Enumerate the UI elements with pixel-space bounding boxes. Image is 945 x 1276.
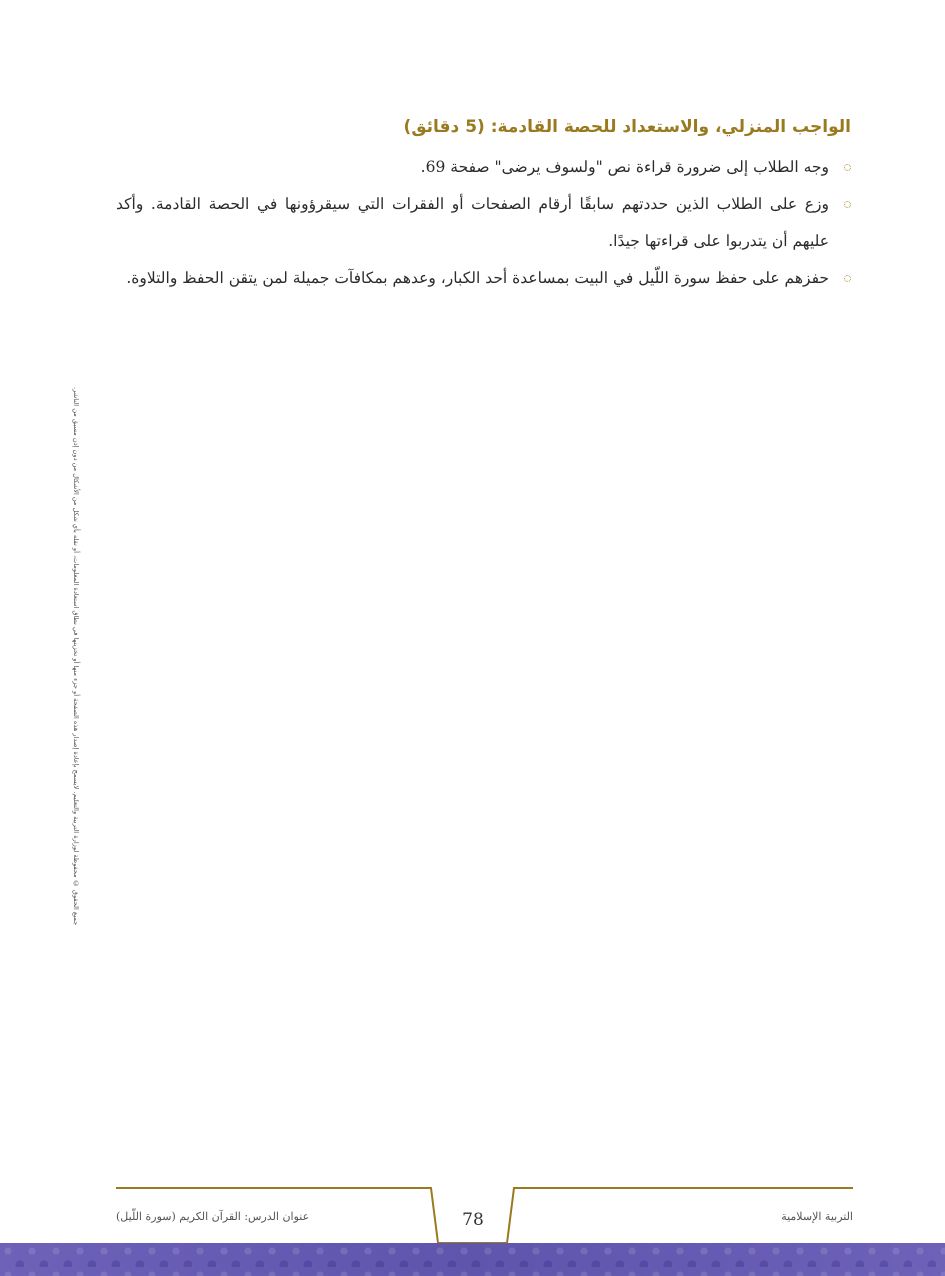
decorative-bottom-band [0,1243,945,1276]
footer-lesson-title: عنوان الدرس: القرآن الكريم (سورة اللّيل) [116,1210,310,1223]
list-item [116,186,851,260]
list-item [116,149,851,186]
page-number: 78 [462,1210,484,1230]
homework-list [116,149,851,297]
list-item [116,260,851,297]
list-item-text: وزع على الطلاب الذين حددتهم سابقًا أرقام الصفحات أو الفقرات التي سيقرؤونها في الحصة القادمة. وأكد عليهم أن يتدربوا على قراءتها جيدًا. [116,195,829,250]
section-heading: الواجب المنزلي، والاستعداد للحصة القادمة: (5 دقائق) [403,117,851,137]
copyright-notice: جميع الحقوق © محفوظة لوزارة التربية والتعليم. لايسمح بإعادة إصدار هذه الصفحة أو جزء منها أو تخزينها في نطاق استعادة المعلومات، أو نقله بأي شكل من الأشكال من دون إذن مسبق من الناشر. [72,386,80,926]
footer-subject: التربية الإسلامية [781,1210,853,1223]
list-item-text: حفزهم على حفظ سورة اللّيل في البيت بمساعدة أحد الكبار، وعدهم بمكافآت جميلة لمن يتقن الحفظ والتلاوة. [126,269,829,287]
bullet-icon [844,164,851,171]
list-item-text: وجه الطلاب إلى ضرورة قراءة نص "ولسوف يرضى" صفحة 69. [420,158,829,176]
bullet-icon [844,275,851,282]
bullet-icon [844,201,851,208]
